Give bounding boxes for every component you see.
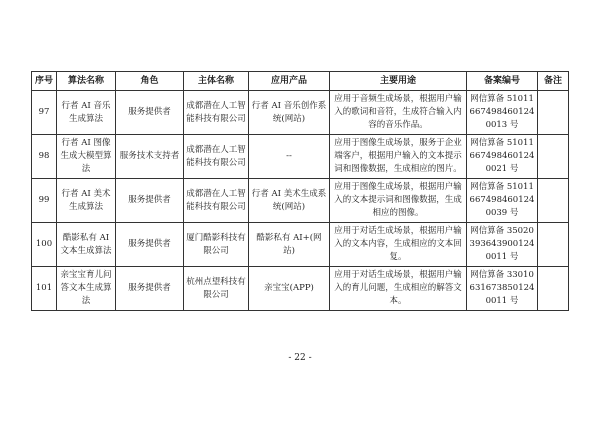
cell-role: 服务提供者 xyxy=(116,91,184,135)
table-row xyxy=(32,91,569,135)
cell-product: 行者 AI 音乐创作系统(网站) xyxy=(249,91,330,135)
cell-usage: 应用于对话生成场景，根据用户输入的文本内容，生成相应的文本回复。 xyxy=(330,223,467,267)
table-header-row xyxy=(32,72,569,91)
cell-entity: 成都潜在人工智能科技有限公司 xyxy=(184,135,249,179)
cell-note xyxy=(538,135,569,179)
cell-record: 网信算备 510116674984601240021 号 xyxy=(467,135,538,179)
cell-note xyxy=(538,267,569,311)
cell-algo: 行者 AI 图像生成大模型算法 xyxy=(57,135,116,179)
cell-num: 101 xyxy=(32,267,57,311)
cell-note xyxy=(538,179,569,223)
page-number: - 22 - xyxy=(288,353,312,363)
header-product: 应用产品 xyxy=(249,72,330,91)
header-record: 备案编号 xyxy=(467,72,538,91)
cell-num: 98 xyxy=(32,135,57,179)
cell-usage: 应用于音频生成场景，根据用户输入的歌词和音符，生成符合输入内容的音乐作品。 xyxy=(330,91,467,135)
cell-record: 网信算备 510116674984601240039 号 xyxy=(467,179,538,223)
cell-product: 亲宝宝(APP) xyxy=(249,267,330,311)
cell-usage: 应用于图像生成场景，根据用户输入的文本提示词和图像数据，生成相应的图像。 xyxy=(330,179,467,223)
cell-entity: 厦门酷影科技有限公司 xyxy=(184,223,249,267)
cell-product: 行者 AI 美术生成系统(网站) xyxy=(249,179,330,223)
cell-num: 99 xyxy=(32,179,57,223)
cell-role: 服务提供者 xyxy=(116,179,184,223)
cell-usage: 应用于对话生成场景，根据用户输入的育儿问题，生成相应的解答文本。 xyxy=(330,267,467,311)
cell-entity: 成都潜在人工智能科技有限公司 xyxy=(184,179,249,223)
cell-note xyxy=(538,223,569,267)
cell-algo: 酷影私有 AI 文本生成算法 xyxy=(57,223,116,267)
table-row xyxy=(32,267,569,311)
cell-record: 网信算备 510116674984601240013 号 xyxy=(467,91,538,135)
cell-num: 100 xyxy=(32,223,57,267)
header-algo: 算法名称 xyxy=(57,72,116,91)
cell-algo: 行者 AI 音乐生成算法 xyxy=(57,91,116,135)
cell-product: -- xyxy=(249,135,330,179)
cell-role: 服务提供者 xyxy=(116,267,184,311)
cell-entity: 杭州点望科技有限公司 xyxy=(184,267,249,311)
cell-num: 97 xyxy=(32,91,57,135)
cell-algo: 行者 AI 美术生成算法 xyxy=(57,179,116,223)
cell-product: 酷影私有 AI+(网站) xyxy=(249,223,330,267)
header-role: 角色 xyxy=(116,72,184,91)
cell-algo: 亲宝宝育儿问答文本生成算法 xyxy=(57,267,116,311)
header-note: 备注 xyxy=(538,72,569,91)
cell-record: 网信算备 350203936439001240011 号 xyxy=(467,223,538,267)
header-usage: 主要用途 xyxy=(330,72,467,91)
cell-usage: 应用于图像生成场景，服务于企业端客户，根据用户输入的文本提示词和图像数据，生成相应的图片。 xyxy=(330,135,467,179)
cell-role: 服务提供者 xyxy=(116,223,184,267)
table-row xyxy=(32,179,569,223)
cell-note xyxy=(538,91,569,135)
header-num: 序号 xyxy=(32,72,57,91)
algorithm-registry-table xyxy=(31,71,569,311)
cell-role: 服务技术支持者 xyxy=(116,135,184,179)
table-row xyxy=(32,223,569,267)
table-row xyxy=(32,135,569,179)
cell-record: 网信算备 330106316738501240011 号 xyxy=(467,267,538,311)
cell-entity: 成都潜在人工智能科技有限公司 xyxy=(184,91,249,135)
header-entity: 主体名称 xyxy=(184,72,249,91)
